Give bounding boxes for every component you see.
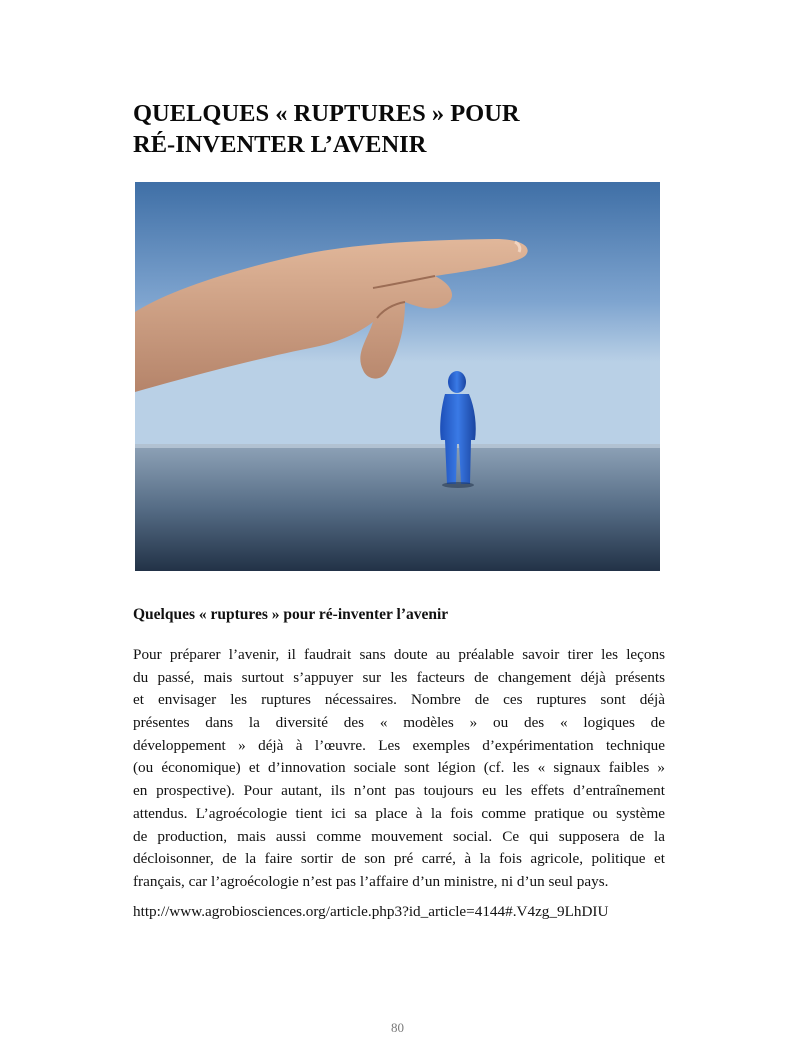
paragraph-line: de production, mais aussi comme mouvement social. Ce qui supposera de la (133, 827, 665, 845)
paragraph-line: du passé, mais surtout s’appuyer sur les facteurs de changement déjà présents (133, 668, 665, 686)
source-url[interactable]: http://www.agrobiosciences.org/article.php3?id_article=4144#.V4zg_9LhDIU (133, 903, 609, 920)
page-number: 80 (391, 1020, 404, 1035)
paragraph-line: attendus. L’agroécologie tient ici sa place à la fois comme pratique ou système (133, 804, 665, 822)
paragraph-line: (ou économique) et d’innovation sociale sont légion (cf. les « signaux faibles » (133, 759, 665, 777)
paragraph-line: présentes dans la diversité des « modèles » ou des « logiques de (133, 714, 665, 732)
paragraph-line: français, car l’agroécologie n’est pas l’affaire d’un ministre, ni d’un seul pays. (133, 872, 609, 890)
paragraph-line: et envisager les ruptures nécessaires. Nombre de ces ruptures sont déjà (133, 691, 665, 709)
paragraph-line: en prospective). Pour autant, ils n’ont pas toujours eu les effets d’entraînement (133, 782, 665, 800)
body-paragraph (133, 644, 665, 894)
title-line-1: QUELQUES « RUPTURES » POUR (133, 100, 520, 127)
paragraph-line: décloisonner, de la faire sortir de son pré carré, à la fois agricole, politique et (133, 850, 665, 868)
page-title (133, 98, 693, 160)
paragraph-line: Pour préparer l’avenir, il faudrait sans doute au préalable savoir tirer les leçons (133, 646, 665, 663)
title-line-2: RÉ-INVENTER L’AVENIR (133, 131, 427, 158)
section-subtitle: Quelques « ruptures » pour ré-inventer l’avenir (133, 606, 449, 623)
illustration-hand-flicking-figurine (135, 182, 660, 571)
paragraph-line: développement » déjà à l’œuvre. Les exemples d’expérimentation technique (133, 736, 665, 754)
